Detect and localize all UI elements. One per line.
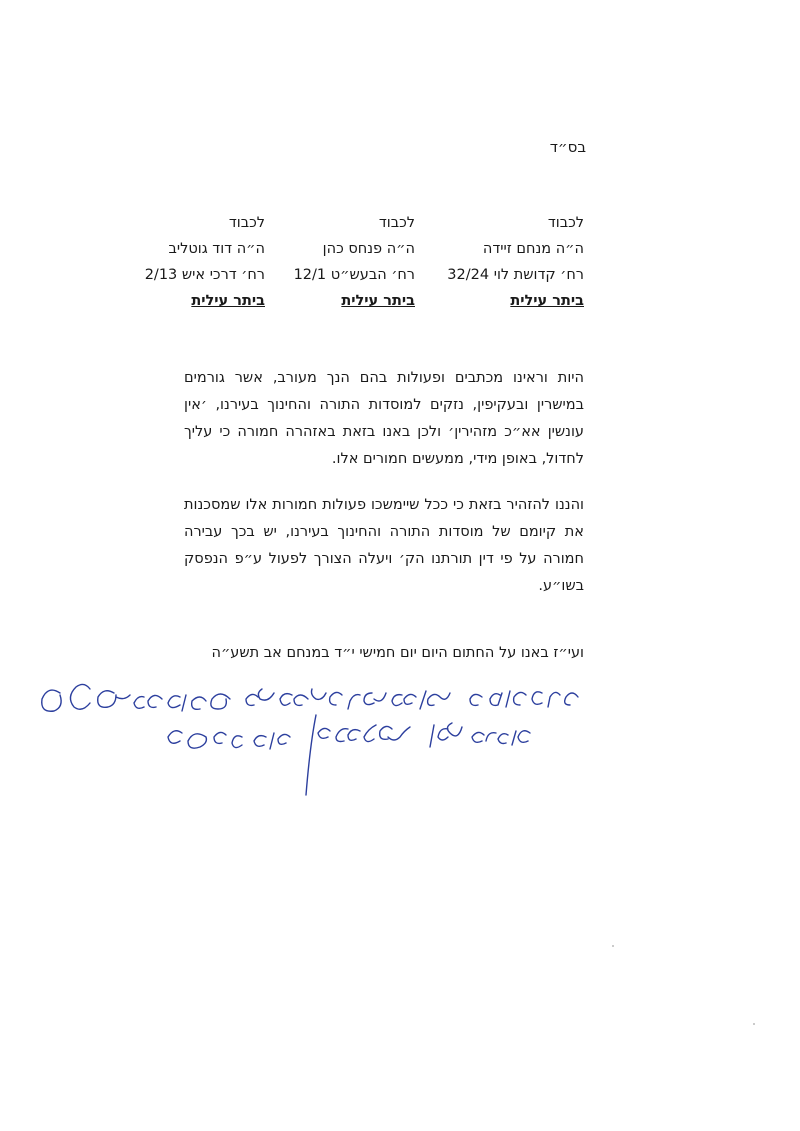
addressee-name: ה״ה פנחס כהן	[322, 241, 415, 257]
addressee-name: ה״ה דוד גוטליב	[168, 241, 265, 257]
addressee-street: רח׳ קדושת לוי 32/24	[447, 267, 584, 283]
addressee-title: לכבוד	[378, 215, 415, 231]
addressee-city: ביתר עילית	[341, 293, 415, 309]
handwritten-signatures-image	[30, 675, 590, 810]
bsd-heading: בס״ד	[549, 138, 586, 156]
addressee-block-2	[294, 210, 415, 314]
addressee-title: לכבוד	[547, 215, 584, 231]
paragraph-text: והננו להזהיר בזאת כי ככל שיימשכו פעולות חמורות אלו שמסכנות את קיומם של מוסדות התורה והחינוך בעירנו, יש בכך עבירה חמורה על פי דין תורתנו הק׳ ויעלה הצורך לפעול ע״פ הנפסק בשו״ע.	[184, 497, 584, 594]
addressee-block-3	[145, 210, 265, 314]
scan-speck	[753, 1023, 755, 1025]
scan-speck	[612, 945, 614, 947]
addressee-block-1	[447, 210, 584, 314]
paragraph-text: היות וראינו מכתבים ופעולות בהם הנך מעורב, אשר גורמים במישרין ובעקיפין, נזקים למוסדות התורה והחינוך בעירנו, ׳אין עונשין אא״כ מזהירין׳ ולכן באנו בזאת באזהרה חמורה כי עליך לחדול, באופן מידי, ממעשים חמורים אלו.	[184, 370, 584, 467]
signature-area	[30, 675, 590, 810]
addressee-name: ה״ה מנחם זיידה	[482, 241, 584, 257]
addressee-street: רח׳ הבעש״ט 12/1	[293, 267, 415, 283]
addressee-street: רח׳ דרכי איש 2/13	[144, 267, 265, 283]
body-paragraph-1	[184, 365, 584, 473]
body-paragraph-2	[184, 492, 584, 600]
closing-line: ועי״ז באנו על החתום היום יום חמישי י״ד במנחם אב תשע״ה	[211, 645, 584, 661]
addressee-city: ביתר עילית	[191, 293, 265, 309]
addressee-title: לכבוד	[228, 215, 265, 231]
addressee-city: ביתר עילית	[510, 293, 584, 309]
